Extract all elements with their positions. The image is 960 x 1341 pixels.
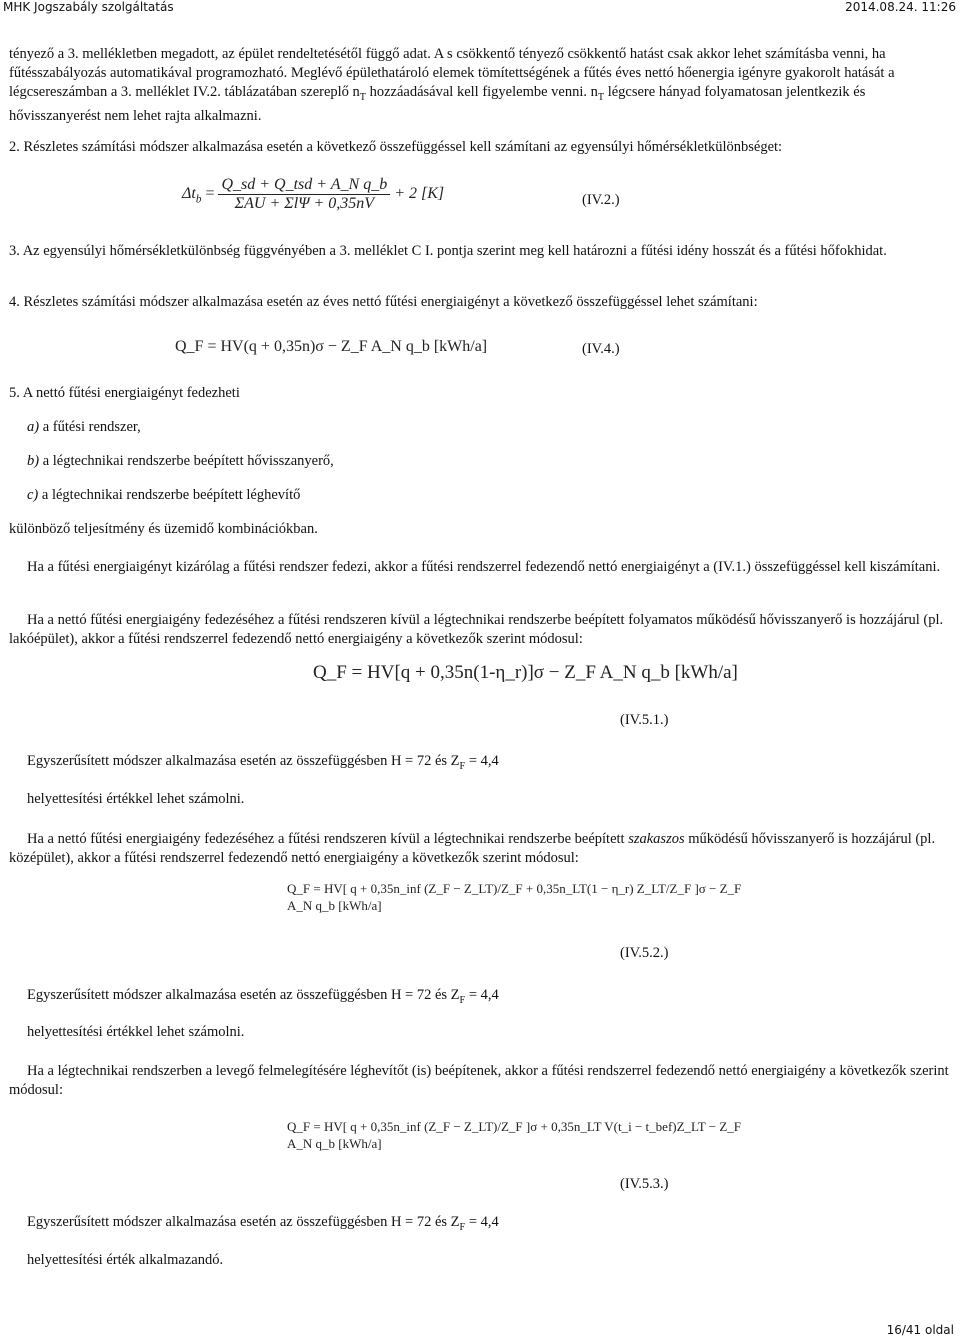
list-item-b: b) a légtechnikai rendszerbe beépített hővisszanyerő, bbox=[27, 453, 334, 469]
list-item-c: c) a légtechnikai rendszerbe beépített léghevítő bbox=[27, 487, 301, 503]
app-title: MHK Jogszabály szolgáltatás bbox=[3, 0, 174, 14]
paragraph-5-end: különböző teljesítmény és üzemidő kombinációkban. bbox=[9, 521, 318, 537]
simplified-note-2: Egyszerűsített módszer alkalmazása esetén az összefüggésben H = 72 és $Z_F = 4,4$ bbox=[27, 987, 499, 1006]
paragraph-5: 5. A nettó fűtési energiaigényt fedezheti bbox=[9, 385, 240, 401]
equation-iv51: Q_F = HV[q + 0,35n(1-η_r)]σ − Z_F A_N q_b [kWh/a] bbox=[313, 662, 738, 683]
simplified-note-3: Egyszerűsített módszer alkalmazása esetén az összefüggésben H = 72 és $Z_F = 4,4$ bbox=[27, 1214, 499, 1233]
equation-iv52-label: (IV.5.2.) bbox=[620, 945, 669, 961]
equation-iv2: $\Delta t_b$ = $\frac{\text{Q\_sd + Q\_tsd + A\_N q\_b}}{\text{ΣAU + ΣlΨ + 0,35nV}}$ + 2 [K] bbox=[182, 176, 445, 212]
equation-iv2-fraction: $\frac{\text{Q\_sd + Q\_tsd + A\_N q\_b}}{\text{ΣAU + ΣlΨ + 0,35nV}}$ bbox=[218, 176, 390, 213]
list-item-a: a) a fűtési rendszer, bbox=[27, 419, 141, 435]
simplified-note-1: Egyszerűsített módszer alkalmazása esetén az összefüggésben H = 72 és $Z_F = 4,4$ bbox=[27, 753, 499, 772]
browser-header bbox=[0, 0, 960, 16]
equation-iv53-label: (IV.5.3.) bbox=[620, 1176, 669, 1192]
paragraph-4: 4. Részletes számítási módszer alkalmazása esetén az éves nettó fűtési energiaigényt a következő összefüggéssel lehet számítani: bbox=[9, 294, 758, 310]
paragraph-7: Ha a nettó fűtési energiaigény fedezéséhez a fűtési rendszeren kívül a légtechnikai rendszerbe beépített folyamatos működésű hővisszanyerő is hozzájárul (pl. lakóépület), akkor a fűtési rendszerrel fedezendő nettó energiaigény a következők szerint módosul: bbox=[9, 612, 944, 647]
equation-iv53: Q_F = HV[ q + 0,35n_inf (Z_F − Z_LT)/Z_F ]σ + 0,35n_LT V(t_i − t_bef)Z_LT − Z_F A_N q_b [kWh/a] bbox=[287, 1119, 741, 1151]
paragraph-6: Ha a fűtési energiaigényt kizárólag a fűtési rendszer fedezi, akkor a fűtési rendszerrel fedezendő nettó energiaigényt a (IV.1.) összefüggéssel kell kiszámítani. bbox=[27, 559, 941, 575]
equation-iv4-label: (IV.4.) bbox=[582, 341, 620, 357]
simplified-note-2b: helyettesítési értékkel lehet számolni. bbox=[27, 1024, 245, 1040]
paragraph-9: Ha a légtechnikai rendszerben a levegő felmelegítésére léghevítőt (is) beépítenek, akkor a fűtési rendszerrel fedezendő nettó energiaigény a következők szerint módosul: bbox=[9, 1063, 949, 1098]
equation-iv4: Q_F = HV(q + 0,35n)σ − Z_F A_N q_b [kWh/a] bbox=[175, 338, 488, 355]
simplified-note-1b: helyettesítési értékkel lehet számolni. bbox=[27, 791, 245, 807]
paragraph-1: tényező a 3. mellékletben megadott, az épület rendeltetésétől függő adat. A s csökkentő tényező csökkentő hatást csak akkor lehet számításba venni, ha fűtésszabályozás automatikával programozható. Meglévő épülethatároló elemek tömítettségének a fűtés éves nettó hőenergia igényre gyakorolt hatását a légcsereszámban a 3. melléklet IV.2. táblázatában szereplő $n_T$ hozzáadásával kell figyelembe venni. $n_T$ légcsere hányad folyamatosan jelentkezik és hővisszanyerést nem lehet rajta alkalmazni. bbox=[9, 46, 895, 124]
equation-iv2-label: (IV.2.) bbox=[582, 192, 620, 208]
paragraph-8: Ha a nettó fűtési energiaigény fedezéséhez a fűtési rendszeren kívül a légtechnikai rendszerbe beépített szakaszos működésű hővisszanyerő is hozzájárul (pl. középület), akkor a fűtési rendszerrel fedezendő nettó energiaigény a következők szerint módosul: bbox=[9, 831, 936, 866]
print-datetime: 2014.08.24. 11:26 bbox=[845, 0, 956, 14]
paragraph-3: 3. Az egyensúlyi hőmérsékletkülönbség függvényében a 3. melléklet C I. pontja szerint meg kell határozni a fűtési idény hosszát és a fűtési hőfokhidat. bbox=[9, 243, 887, 259]
paragraph-2: 2. Részletes számítási módszer alkalmazása esetén a következő összefüggéssel kell számítani az egyensúlyi hőmérsékletkülönbséget: bbox=[9, 139, 783, 155]
page-counter: 16/41 oldal bbox=[886, 1323, 954, 1337]
equation-iv51-label: (IV.5.1.) bbox=[620, 712, 669, 728]
simplified-note-3b: helyettesítési érték alkalmazandó. bbox=[27, 1252, 224, 1268]
equation-iv52: Q_F = HV[ q + 0,35n_inf (Z_F − Z_LT)/Z_F + 0,35n_LT(1 − η_r) Z_LT/Z_F ]σ − Z_F A_N q_b [kWh/a] bbox=[287, 881, 742, 913]
